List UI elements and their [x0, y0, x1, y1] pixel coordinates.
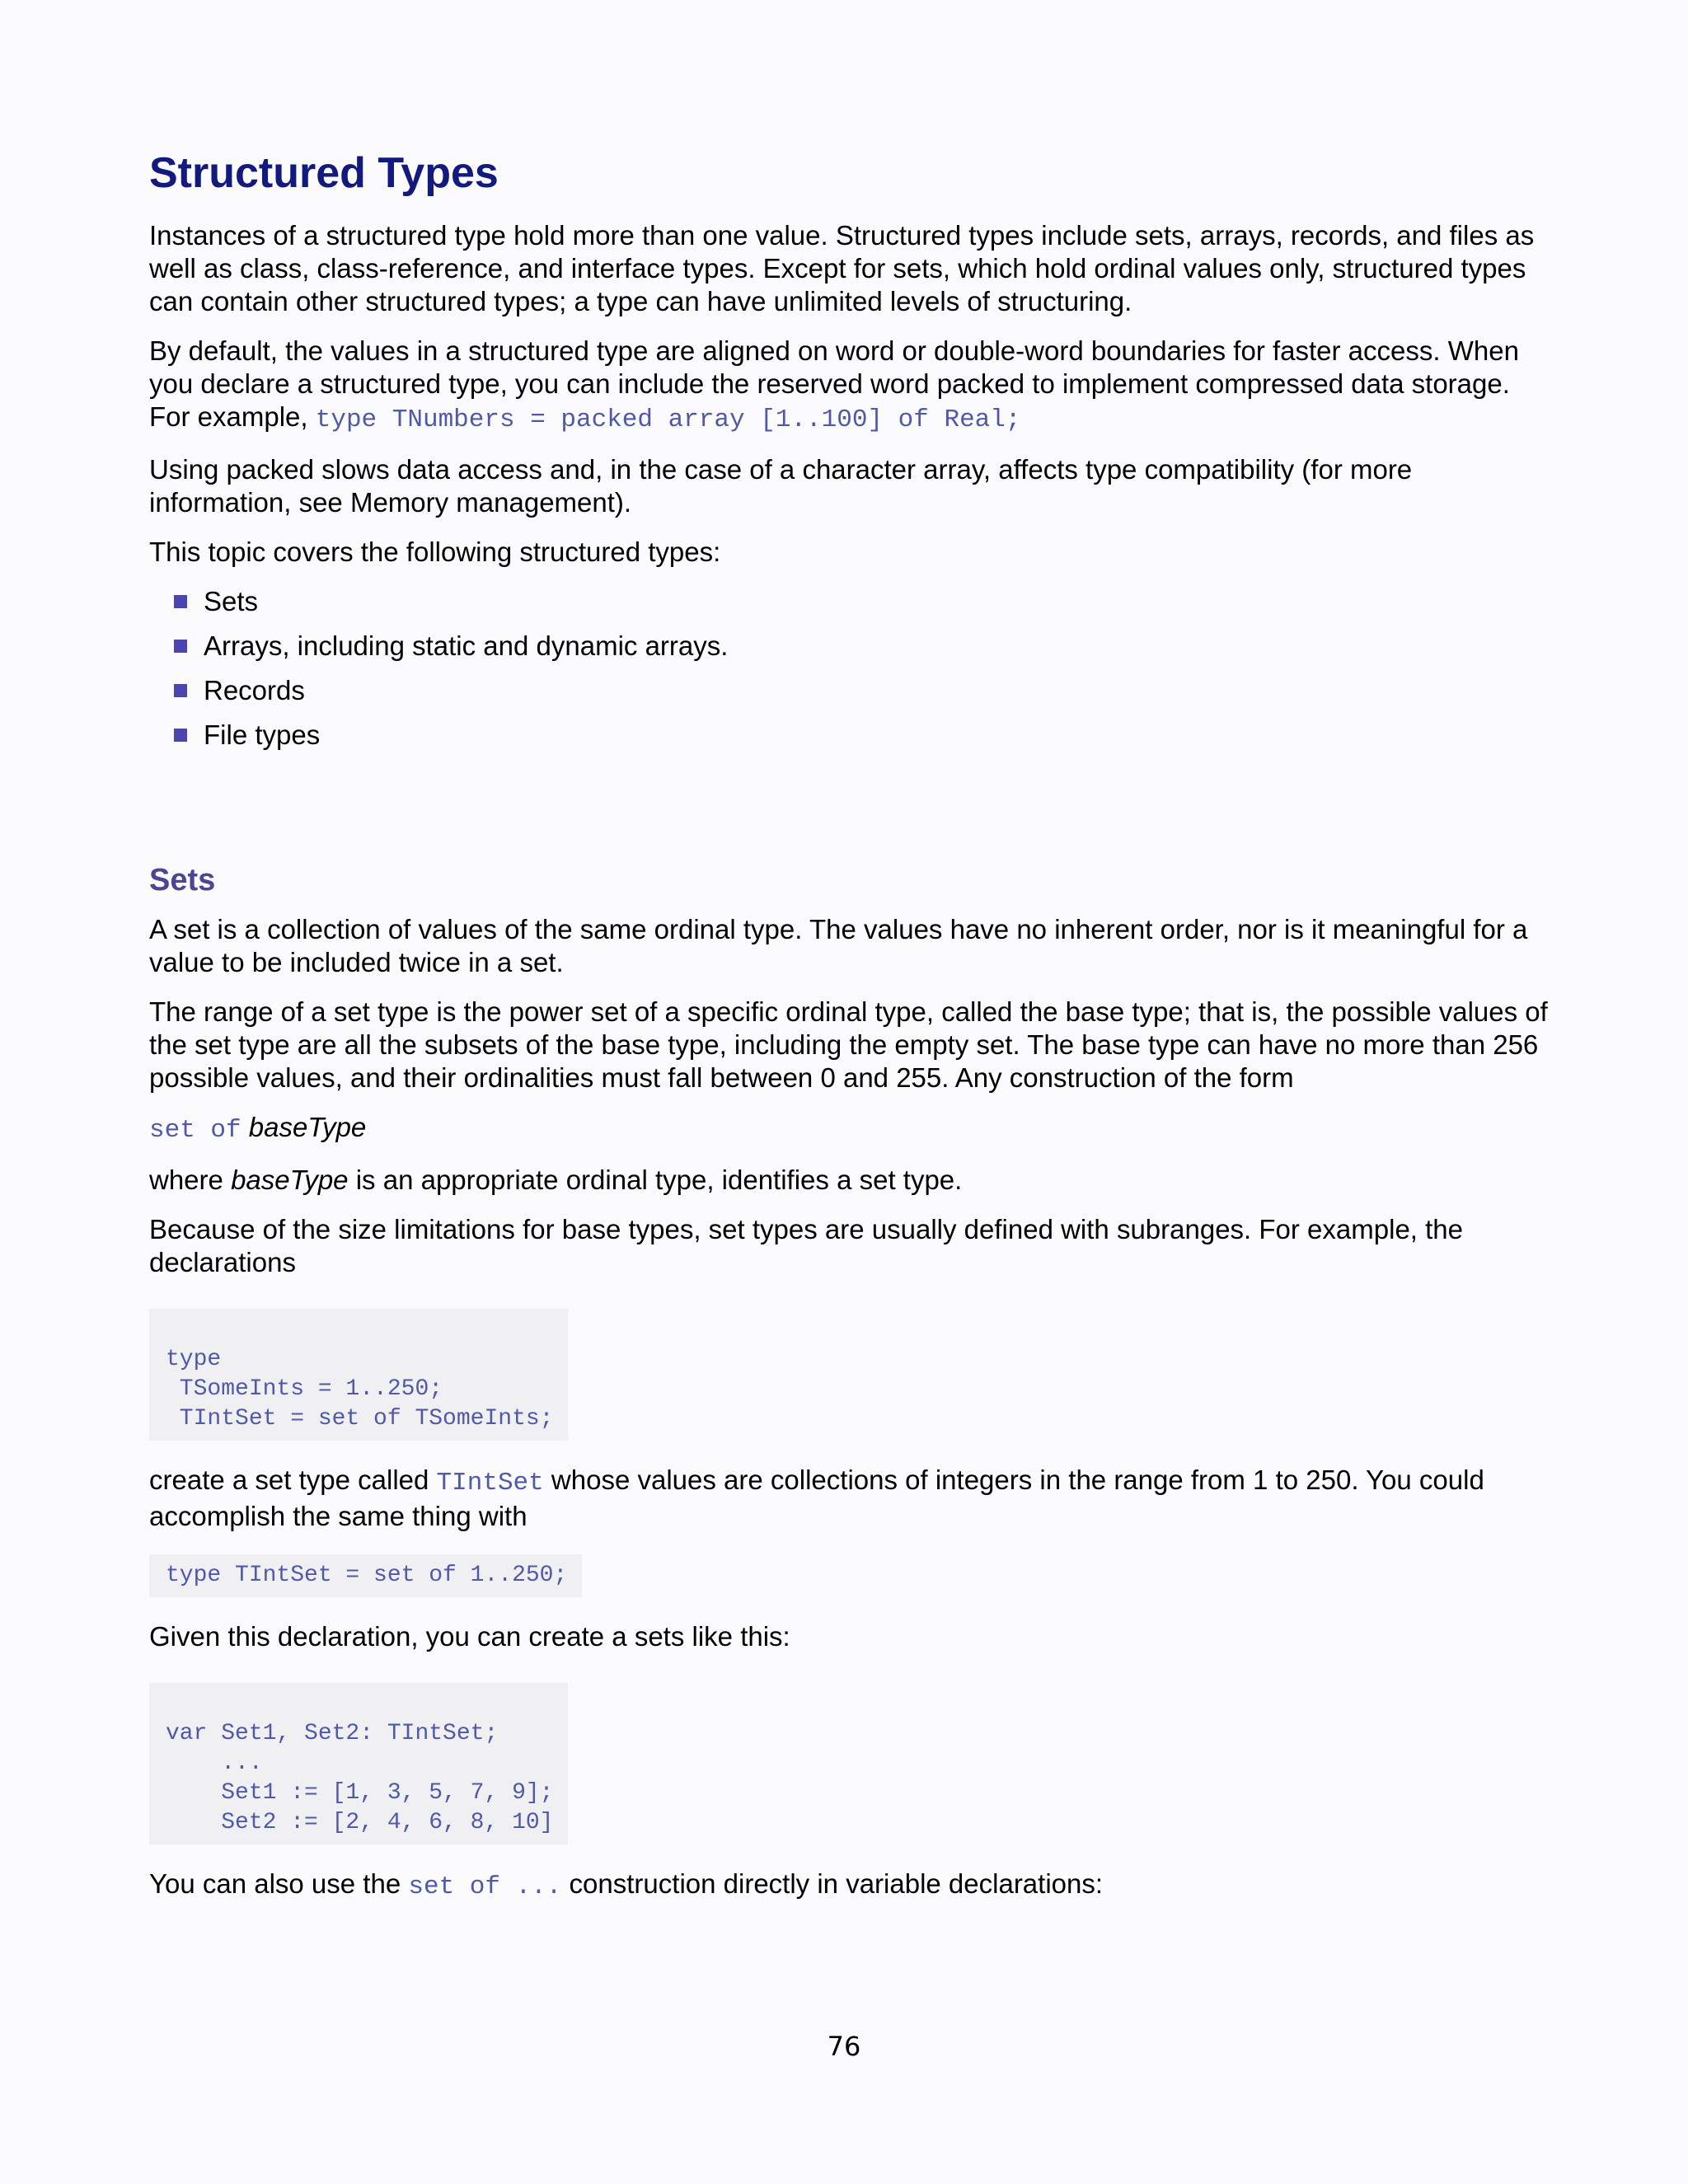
- sets-paragraph-1: A set is a collection of values of the same ordinal type. The values have no inherent order, nor is it meaningful for a value to be included twice in a set.: [149, 914, 1528, 977]
- list-item: [174, 674, 1550, 707]
- sets-paragraph-5-pre: create a set type called: [149, 1465, 437, 1495]
- sets-paragraph-3: [149, 1164, 1550, 1197]
- base-type-italic: baseType: [248, 1112, 367, 1142]
- set-form-line: [149, 1111, 1550, 1147]
- page-title: Structured Types: [149, 149, 499, 197]
- structured-types-list: [174, 585, 1550, 752]
- intro-paragraph-2: [149, 335, 1550, 437]
- square-bullet-icon: [174, 729, 187, 742]
- square-bullet-icon: [174, 640, 187, 653]
- set-of-ellipsis-code: set of ...: [408, 1872, 562, 1901]
- list-item-label: Arrays, including static and dynamic arrays.: [204, 630, 729, 661]
- square-bullet-icon: [174, 684, 187, 697]
- sets-paragraph-7-post: construction directly in variable declarations:: [561, 1868, 1104, 1899]
- sets-paragraph-3-pre: where: [149, 1165, 232, 1195]
- intro-paragraph-1: Instances of a structured type hold more than one value. Structured types include sets, arrays, records, and files as well as class, class-reference, and interface types. Except for sets, which hold ordinal values only, structured types can contain other structured types; a type can have unlimited levels of structuring.: [149, 220, 1535, 316]
- list-item-label: Records: [204, 675, 305, 705]
- intro-paragraph-3: Using packed slows data access and, in the case of a character array, affects type compatibility (for more information, see Memory management).: [149, 454, 1413, 518]
- code-block-set-variables: var Set1, Set2: TIntSet; ... Set1 := [1, 3, 5, 7, 9]; Set2 := [2, 4, 6, 8, 10]: [149, 1683, 568, 1844]
- intro-paragraph-4: This topic covers the following structured types:: [149, 537, 721, 567]
- document-page: [149, 145, 1550, 1920]
- sets-paragraph-3-italic: baseType: [231, 1165, 349, 1195]
- tintset-code: TIntSet: [436, 1469, 544, 1497]
- list-item: [174, 585, 1550, 618]
- sets-paragraph-2: The range of a set type is the power set of a specific ordinal type, called the base type; that is, the possible values of the set type are all the subsets of the base type, including the empty set. The base type can have no more than 256 possible values, and their ordinalities must fall between 0 and 255. Any construction of the form: [149, 996, 1548, 1093]
- intro-paragraph-2-text: By default, the values in a structured type are aligned on word or double-word boundaries for faster access. When you declare a structured type, you can include the reserved word packed to implement compressed data storage. For example,: [149, 335, 1519, 432]
- list-item-label: File types: [204, 719, 321, 750]
- code-block-tintset-inline: type TIntSet = set of 1..250;: [149, 1554, 582, 1597]
- list-item-label: Sets: [204, 586, 259, 616]
- list-item: [174, 719, 1550, 752]
- sets-paragraph-6: Given this declaration, you can create a sets like this:: [149, 1621, 790, 1652]
- code-block-tintset-subrange: type TSomeInts = 1..250; TIntSet = set of TSomeInts;: [149, 1309, 568, 1441]
- page-number: 76: [827, 2031, 861, 2062]
- sets-paragraph-5-post: whose values are collections of integers in the range from 1 to 250. You could accomplish the same thing with: [149, 1465, 1484, 1531]
- sets-paragraph-4: Because of the size limitations for base types, set types are usually defined with subranges. For example, the declarations: [149, 1214, 1464, 1277]
- list-item: [174, 630, 1550, 663]
- sets-paragraph-7: [149, 1868, 1550, 1904]
- section-spacer: [149, 763, 1550, 860]
- sets-heading: Sets: [149, 863, 216, 898]
- packed-array-code: type TNumbers = packed array [1..100] of Real;: [315, 405, 1021, 434]
- square-bullet-icon: [174, 595, 187, 608]
- sets-paragraph-5: [149, 1464, 1550, 1533]
- sets-paragraph-7-pre: You can also use the: [149, 1868, 409, 1899]
- sets-paragraph-3-post: is an appropriate ordinal type, identifies a set type.: [348, 1165, 963, 1195]
- set-of-code: set of: [149, 1116, 241, 1145]
